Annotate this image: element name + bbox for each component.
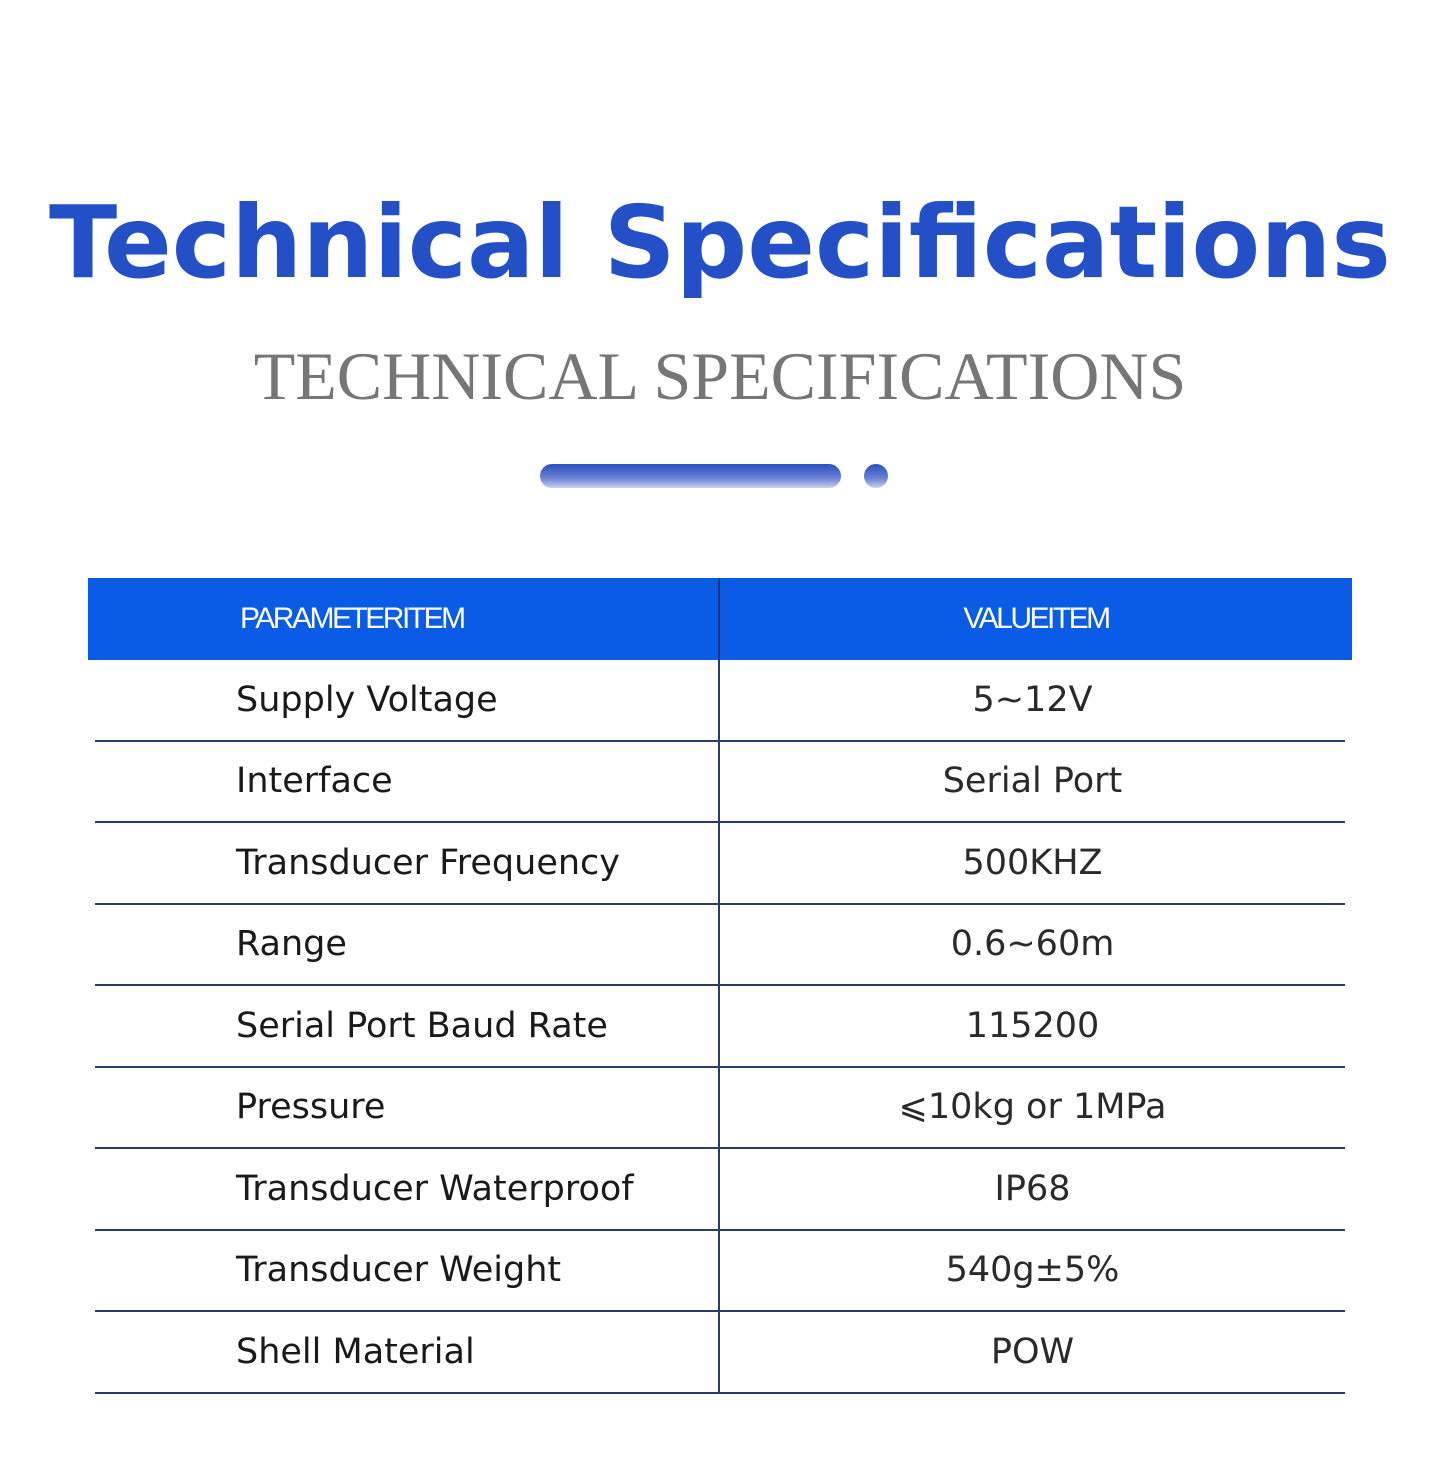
value-cell: 115200 xyxy=(965,1005,1100,1046)
table-row xyxy=(95,986,1345,1068)
table-row xyxy=(95,905,1345,987)
param-cell: Shell Material xyxy=(236,1331,475,1372)
param-cell: Interface xyxy=(236,761,393,802)
table-row xyxy=(95,1068,1345,1150)
value-cell: 0.6~60m xyxy=(950,924,1115,965)
param-cell: Transducer Frequency xyxy=(236,842,620,883)
page-subtitle: TECHNICAL SPECIFICATIONS xyxy=(253,338,1187,414)
value-cell: 540g±5% xyxy=(945,1250,1120,1291)
value-cell: POW xyxy=(990,1331,1075,1372)
page-title: Technical Specifications xyxy=(49,184,1391,301)
value-cell: Serial Port xyxy=(942,761,1123,802)
header-value-item: VALUEITEM xyxy=(963,602,1109,635)
decorative-dot xyxy=(864,464,888,488)
param-cell: Serial Port Baud Rate xyxy=(236,1005,608,1046)
value-cell: IP68 xyxy=(994,1168,1071,1209)
param-cell: Supply Voltage xyxy=(236,679,498,720)
decorative-bar xyxy=(540,464,841,488)
value-cell: 5~12V xyxy=(972,679,1093,720)
value-cell: ⩽10kg or 1MPa xyxy=(898,1087,1167,1128)
table-row xyxy=(95,823,1345,905)
param-cell: Pressure xyxy=(236,1087,386,1128)
param-cell: Transducer Weight xyxy=(236,1250,562,1291)
table-row xyxy=(95,1312,1345,1394)
value-cell: 500KHZ xyxy=(962,842,1103,883)
table-row xyxy=(95,1149,1345,1231)
table-row xyxy=(95,660,1345,742)
spec-table xyxy=(88,578,1352,1394)
table-header xyxy=(88,578,1352,660)
param-cell: Transducer Waterproof xyxy=(236,1168,634,1209)
param-cell: Range xyxy=(236,924,347,965)
table-row xyxy=(95,742,1345,824)
header-parameter-item: PARAMETERITEM xyxy=(240,602,464,635)
table-row xyxy=(95,1231,1345,1313)
